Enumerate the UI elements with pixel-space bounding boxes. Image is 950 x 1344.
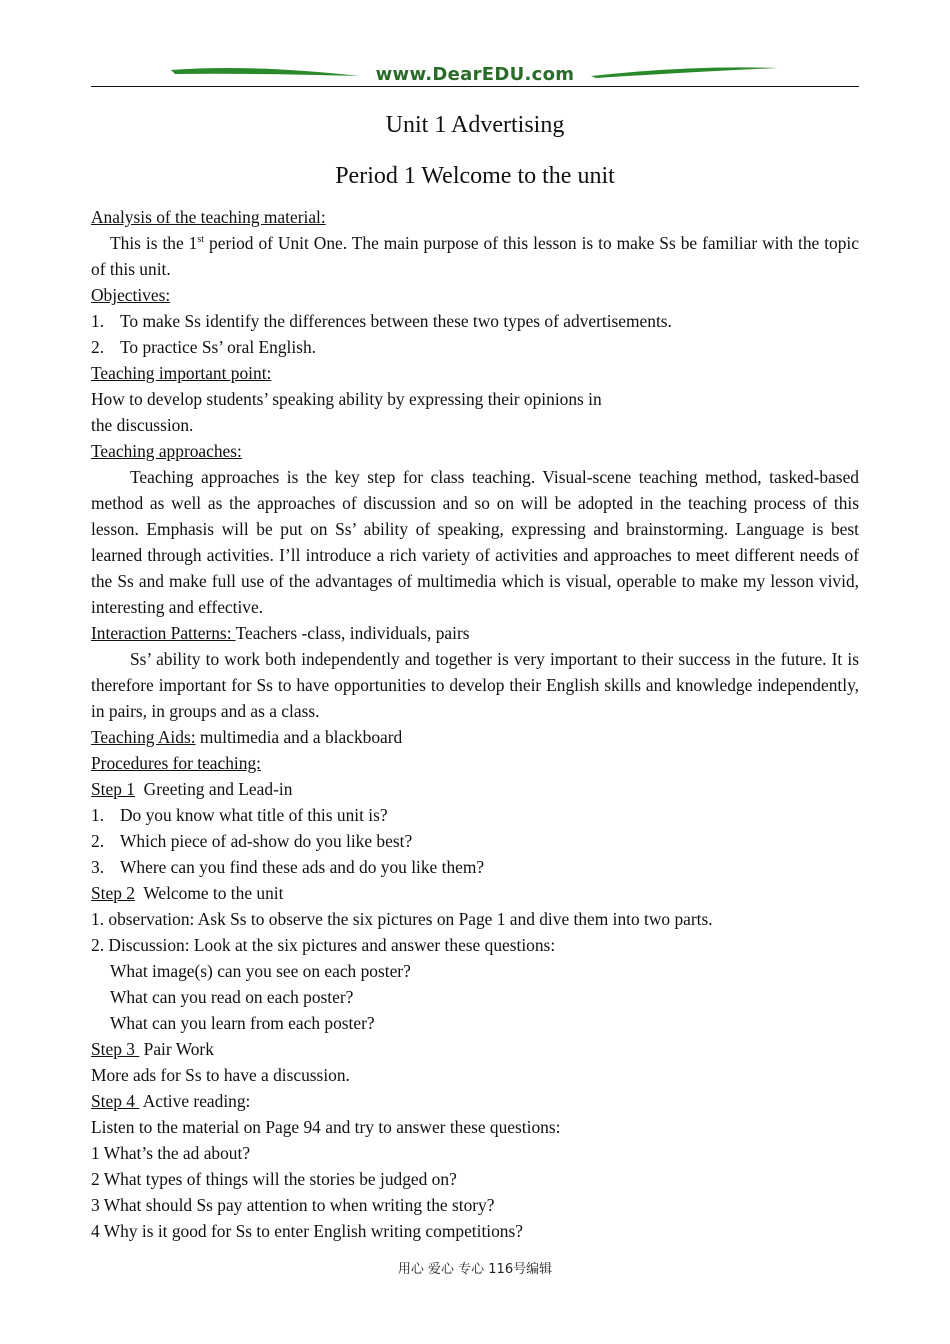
- step1-label: Step 1: [91, 779, 135, 799]
- step3-line: Step 3 Pair Work: [91, 1039, 214, 1059]
- step2-text: 1. observation: Ask Ss to observe the six pictures on Page 1 and dive them into two parts.: [91, 909, 713, 929]
- interaction-text: Ss’ ability to work both independently and together is very important to their success in the future. It is therefore important for Ss to have opportunities to develop their English skills and knowledge independently, in pairs, in groups and as a class.: [91, 649, 859, 721]
- header-rule: [91, 86, 859, 87]
- objective-item: 2. To practice Ss’ oral English.: [91, 337, 316, 357]
- approaches-heading: Teaching approaches:: [91, 441, 242, 461]
- list-item: 2 What types of things will the stories be judged on?: [91, 1169, 457, 1189]
- left-swoosh: [171, 68, 359, 76]
- objective-item: 1. To make Ss identify the differences between these two types of advertisements.: [91, 311, 672, 331]
- aids-heading: Teaching Aids:: [91, 727, 196, 747]
- step1-line: Step 1 Greeting and Lead-in: [91, 779, 293, 799]
- document-title: Unit 1 Advertising: [385, 112, 565, 138]
- procedures-heading: Procedures for teaching:: [91, 753, 261, 773]
- objectives-heading: Objectives:: [91, 285, 171, 305]
- step2-line: Step 2 Welcome to the unit: [91, 883, 284, 903]
- important-point-heading: Teaching important point:: [91, 363, 272, 383]
- aids-line: Teaching Aids: multimedia and a blackboard: [91, 727, 403, 747]
- step3-label: Step 3: [91, 1039, 140, 1059]
- analysis-heading: Analysis of the teaching material:: [91, 207, 326, 227]
- list-item: What can you learn from each poster?: [110, 1013, 375, 1033]
- list-item: 3 What should Ss pay attention to when writing the story?: [91, 1195, 495, 1215]
- page-footer: 用心 爱心 专心 116号编辑: [397, 1262, 553, 1277]
- interaction-heading: Interaction Patterns:: [91, 623, 236, 643]
- step2-text: 2. Discussion: Look at the six pictures and answer these questions:: [91, 935, 556, 955]
- document-subtitle: Period 1 Welcome to the unit: [335, 163, 615, 189]
- list-item: 2. Which piece of ad-show do you like best?: [91, 831, 413, 851]
- document-body: [91, 204, 859, 1244]
- important-point-line: the discussion.: [91, 415, 194, 435]
- list-item: What can you read on each poster?: [110, 987, 354, 1007]
- interaction-line: Interaction Patterns: Teachers -class, individuals, pairs: [91, 623, 470, 643]
- step4-line: Step 4 Active reading:: [91, 1091, 251, 1111]
- approaches-text: Teaching approaches is the key step for class teaching. Visual-scene teaching method, tasked-based method as well as the approaches of discussion and so on will be adopted in the teaching process of this lesson. Emphasis will be put on Ss’ ability of speaking, expressing and brainstorming. Language is best learned through activities. I’ll introduce a rich variety of activities and approaches to meet different needs of the Ss and make full use of the advantages of multimedia which is visual, operable to make my lesson vivid, interesting and effective.: [91, 467, 859, 617]
- list-item: 3. Where can you find these ads and do you like them?: [91, 857, 485, 877]
- step2-label: Step 2: [91, 883, 135, 903]
- right-swoosh: [591, 67, 777, 78]
- step4-label: Step 4: [91, 1091, 140, 1111]
- site-logo-text: www.DearEDU.com: [375, 64, 575, 85]
- analysis-text: This is the 1st period of Unit One. The main purpose of this lesson is to make Ss be familiar with the topic of this unit.: [91, 233, 859, 279]
- list-item: What image(s) can you see on each poster?: [110, 961, 411, 981]
- list-item: 1 What’s the ad about?: [91, 1143, 251, 1163]
- step3-text: More ads for Ss to have a discussion.: [91, 1065, 350, 1085]
- important-point-line: How to develop students’ speaking ability by expressing their opinions in: [91, 389, 602, 409]
- step4-intro: Listen to the material on Page 94 and try to answer these questions:: [91, 1117, 561, 1137]
- list-item: 1. Do you know what title of this unit is?: [91, 805, 388, 825]
- page-header: [91, 62, 859, 90]
- list-item: 4 Why is it good for Ss to enter English writing competitions?: [91, 1221, 523, 1241]
